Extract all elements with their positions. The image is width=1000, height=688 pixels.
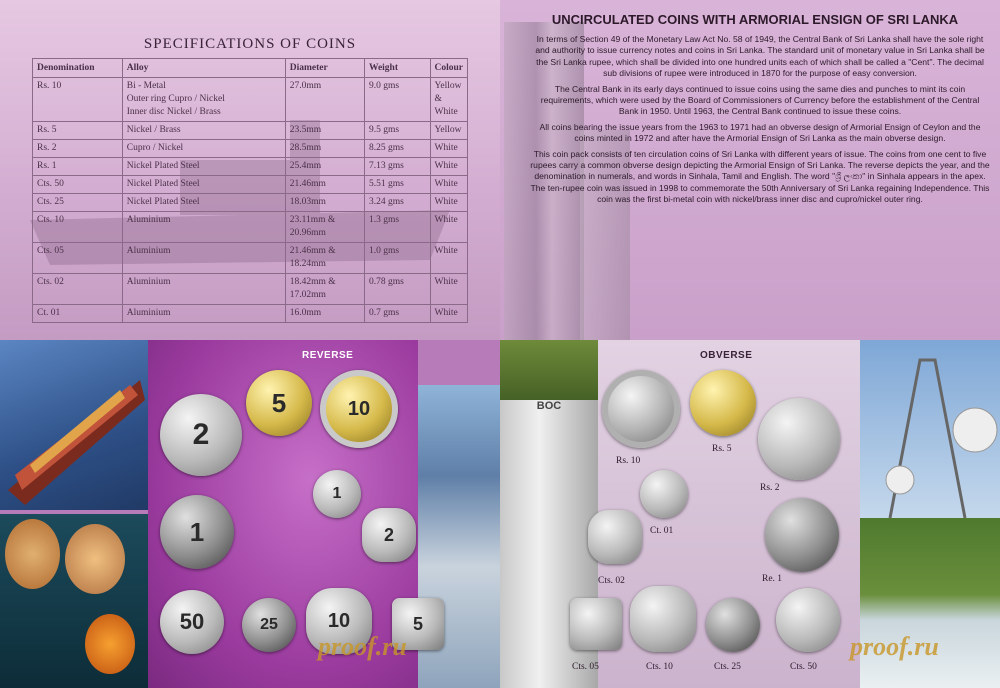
cell-weight: 1.3 gms	[364, 212, 430, 243]
obverse-coin-rs2	[758, 398, 840, 480]
obverse-coin-cts50	[776, 588, 840, 652]
header-diameter: Diameter	[285, 59, 364, 78]
obverse-coin-re1	[765, 498, 839, 572]
reverse-coin-cts2: 2	[362, 508, 416, 562]
cell-denomination: Cts. 50	[33, 176, 123, 194]
reverse-coin-rs2: 2	[160, 394, 242, 476]
obverse-coin-cts05	[570, 598, 622, 650]
reverse-coin-rs10: 10	[320, 370, 398, 448]
obverse-coin-cts2	[588, 510, 642, 564]
cell-weight: 1.0 gms	[364, 243, 430, 274]
obverse-label-cts2: Cts. 02	[598, 576, 625, 586]
cell-diameter: 23.5mm	[285, 122, 364, 140]
reverse-coin-rs5: 5	[246, 370, 312, 436]
cell-alloy: Cupro / Nickel	[122, 140, 285, 158]
obverse-coin-cts10	[630, 586, 696, 652]
cell-alloy: Nickel Plated Steel	[122, 158, 285, 176]
cell-colour: Yellow	[430, 122, 468, 140]
obverse-label-cts10: Cts. 10	[646, 662, 673, 672]
aquarium-fish-photo	[0, 514, 148, 688]
table-row	[33, 274, 468, 305]
specifications-title: SPECIFICATIONS OF COINS	[143, 36, 357, 52]
info-paragraph: In terms of Section 49 of the Monetary Law Act No. 58 of 1949, the Central Bank of Sri Lanka shall have the sole right and authority to issue currency notes and coins in Sri Lanka. The standard unit of monetary value in Sri Lanka shall be the Sri Lanka rupee, which shall be divided into one hundred units each of which shall be called a "Cent". The decimal sub divisions of rupee were introduced in 1870 for the purpose of easy conversion.	[535, 34, 985, 79]
reverse-coin-cts10: 10	[306, 588, 372, 654]
cell-diameter: 25.4mm	[285, 158, 364, 176]
cell-diameter: 21.46mm	[285, 176, 364, 194]
table-row	[33, 305, 468, 323]
cell-weight: 8.25 gms	[364, 140, 430, 158]
obverse-label-rs2: Rs. 2	[760, 483, 780, 493]
cell-diameter: 27.0mm	[285, 78, 364, 122]
reverse-coin-cts05: 5	[392, 598, 444, 650]
obverse-coin-rs5	[690, 370, 756, 436]
cell-colour: White	[430, 243, 468, 274]
info-paragraph: The Central Bank in its early days continued to issue coins using the same dies and punches to mint its coin requirements, which were used by the Board of Commissioners of Currency before the establishment of the Central Bank in 1950. Until 1963, the Central Bank continued to issue these coins.	[540, 83, 980, 117]
info-paragraph: All coins bearing the issue years from the 1963 to 1971 had an obverse design of Armorial Ensign of Ceylon and the coins minted in 1972 and after have the Armorial Ensign of Sri Lanka as the main obverse design.	[539, 121, 981, 144]
cell-diameter: 18.42mm & 17.02mm	[285, 274, 364, 305]
cell-diameter: 18.03mm	[285, 194, 364, 212]
cell-alloy: Aluminium	[122, 274, 285, 305]
reverse-panel	[0, 340, 500, 688]
header-colour: Colour	[430, 59, 468, 78]
waterfall-dam-photo	[860, 518, 1000, 688]
cell-diameter: 23.11mm & 20.96mm	[285, 212, 364, 243]
cell-colour: White	[430, 305, 468, 323]
table-row	[33, 243, 468, 274]
cell-weight: 3.24 gms	[364, 194, 430, 212]
obverse-label: OBVERSE	[700, 350, 753, 361]
obverse-label-cts05: Cts. 05	[572, 662, 599, 672]
cell-weight: 9.5 gms	[364, 122, 430, 140]
obverse-coin-cts25	[706, 598, 760, 652]
cell-weight: 0.7 gms	[364, 305, 430, 323]
obverse-label-cts50: Cts. 50	[790, 662, 817, 672]
cell-weight: 9.0 gms	[364, 78, 430, 122]
reverse-coin-cts50: 50	[160, 590, 224, 654]
cell-alloy: Bi - Metal Outer ring Cupro / Nickel Inner disc Nickel / Brass	[122, 78, 285, 122]
cell-alloy: Nickel / Brass	[122, 122, 285, 140]
cell-colour: Yellow & White	[430, 78, 468, 122]
cell-colour: White	[430, 158, 468, 176]
info-paragraph: This coin pack consists of ten circulation coins of Sri Lanka with different years of issue. The coins from one cent to five rupees carry a common obverse design depicting the Armorial Ensign of Sri Lanka. The reverse depicts the year, and the denomination in numerals, and words in Sinhala, Tamil and English. The word "ශ්‍රී ලංකා" in Sinhala appears in the apex. The ten-rupee coin was issued in 1998 to commemorate the 50th Anniversary of Sri Lanka regaining Independence. This coin was the first bi-metal coin with nickel/brass inner disc and cupro/nickel outer ring.	[530, 148, 990, 205]
goldfish-icon	[85, 614, 135, 674]
cell-denomination: Rs. 10	[33, 78, 123, 122]
cell-alloy: Nickel Plated Steel	[122, 194, 285, 212]
obverse-label-rs5: Rs. 5	[712, 444, 732, 454]
reverse-coin-ct1: 1	[313, 470, 361, 518]
header-denomination: Denomination	[33, 59, 123, 78]
table-header-row	[33, 59, 468, 78]
bank-sign: BOC	[536, 400, 562, 412]
specifications-panel	[0, 0, 500, 340]
obverse-label-re1: Re. 1	[762, 574, 783, 584]
specifications-table	[32, 58, 468, 323]
reverse-label: REVERSE	[302, 350, 354, 361]
cell-diameter: 16.0mm	[285, 305, 364, 323]
info-panel	[500, 0, 1000, 340]
reverse-coin-re1: 1	[160, 495, 234, 569]
reverse-coin-cts25: 25	[242, 598, 296, 652]
header-weight: Weight	[364, 59, 430, 78]
cell-denomination: Rs. 1	[33, 158, 123, 176]
cell-weight: 7.13 gms	[364, 158, 430, 176]
table-row	[33, 194, 468, 212]
table-row	[33, 78, 468, 122]
cell-colour: White	[430, 212, 468, 243]
table-row	[33, 176, 468, 194]
watermark-text: proof.ru	[318, 632, 407, 661]
cell-denomination: Cts. 02	[33, 274, 123, 305]
telecom-tower-photo	[860, 340, 1000, 518]
cell-alloy: Aluminium	[122, 212, 285, 243]
cell-colour: White	[430, 194, 468, 212]
cell-colour: White	[430, 274, 468, 305]
cell-weight: 5.51 gms	[364, 176, 430, 194]
cell-denomination: Ct. 01	[33, 305, 123, 323]
obverse-label-cts25: Cts. 25	[714, 662, 741, 672]
cell-diameter: 21.46mm & 18.24mm	[285, 243, 364, 274]
watermark-text: proof.ru	[850, 632, 939, 661]
cell-alloy: Aluminium	[122, 305, 285, 323]
cell-colour: White	[430, 140, 468, 158]
fish-icon	[65, 524, 125, 594]
header-alloy: Alloy	[122, 59, 285, 78]
cell-denomination: Cts. 25	[33, 194, 123, 212]
container-ship-photo	[0, 340, 148, 510]
cell-colour: White	[430, 176, 468, 194]
obverse-label-ct1: Ct. 01	[650, 526, 674, 536]
container-ship-icon	[0, 340, 148, 510]
info-text	[530, 34, 990, 210]
cell-diameter: 28.5mm	[285, 140, 364, 158]
tower-icon	[860, 340, 1000, 518]
table-row	[33, 122, 468, 140]
cell-weight: 0.78 gms	[364, 274, 430, 305]
table-row	[33, 140, 468, 158]
cell-alloy: Aluminium	[122, 243, 285, 274]
cell-alloy: Nickel Plated Steel	[122, 176, 285, 194]
obverse-coin-ct1	[640, 470, 688, 518]
cell-denomination: Rs. 5	[33, 122, 123, 140]
table-row	[33, 212, 468, 243]
obverse-panel	[500, 340, 1000, 688]
cell-denomination: Cts. 10	[33, 212, 123, 243]
fish-icon	[5, 519, 60, 589]
info-title: UNCIRCULATED COINS WITH ARMORIAL ENSIGN OF SRI LANKA	[551, 12, 959, 27]
cell-denomination: Cts. 05	[33, 243, 123, 274]
obverse-coin-rs10	[602, 370, 680, 448]
obverse-label-rs10: Rs. 10	[616, 456, 641, 466]
cell-denomination: Rs. 2	[33, 140, 123, 158]
table-row	[33, 158, 468, 176]
